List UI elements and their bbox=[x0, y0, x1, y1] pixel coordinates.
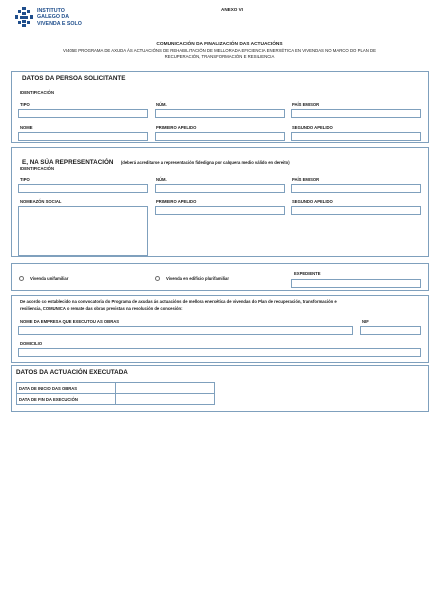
applicant-pais-label: PAÍS EMISOR bbox=[292, 102, 320, 107]
applicant-apelido1-label: PRIMEIRO APELIDO bbox=[156, 125, 197, 130]
representative-title: E, NA SÚA REPRESENTACIÓN bbox=[22, 159, 114, 166]
applicant-apelido1-field[interactable] bbox=[155, 132, 285, 141]
start-date-field[interactable] bbox=[116, 383, 215, 394]
representative-apelido1-field[interactable] bbox=[155, 206, 285, 215]
representative-id-heading: IDENTIFICACIÓN bbox=[20, 166, 54, 171]
logo-text-line2: GALEGO DA bbox=[37, 14, 70, 21]
company-name-label: NOME DA EMPRESA QUE EXECUTOU AS OBRAS bbox=[20, 319, 120, 324]
vivenda-unifamiliar-label: Vivenda unifamiliar bbox=[30, 276, 69, 281]
applicant-pais-field[interactable] bbox=[291, 109, 421, 118]
logo bbox=[14, 7, 94, 29]
start-date-label: DATA DE INICIO DAS OBRAS bbox=[17, 383, 116, 394]
execution-dates-table bbox=[16, 382, 215, 405]
representative-pais-label: PAÍS EMISOR bbox=[292, 177, 320, 182]
representative-apelido2-field[interactable] bbox=[291, 206, 421, 215]
company-name-field[interactable] bbox=[18, 326, 353, 335]
representative-nome-field[interactable] bbox=[18, 206, 148, 256]
radio-vivenda-unifamiliar[interactable] bbox=[19, 276, 24, 281]
applicant-nome-label: NOME bbox=[20, 125, 33, 130]
logo-emblem-icon bbox=[14, 7, 34, 27]
applicant-tipo-label: TIPO bbox=[20, 102, 30, 107]
address-field[interactable] bbox=[18, 348, 421, 357]
representative-pais-field[interactable] bbox=[291, 184, 421, 193]
address-label: DOMICILIO bbox=[20, 341, 43, 346]
applicant-apelido2-field[interactable] bbox=[291, 132, 421, 141]
expediente-label: EXPEDIENTE bbox=[294, 271, 321, 276]
form-subtitle-1: VI405E PROGRAMA DE AXUDA ÁS ACTUACIÓNS DE REHABILITACIÓN DE MELLORADA EFICIENCIA ENERXÉTICA EN VIVENDAS NO MARCO DO PLAN DE bbox=[63, 48, 376, 53]
logo-text-line3: VIVENDA E SOLO bbox=[37, 20, 82, 27]
nif-label: NIF bbox=[362, 319, 369, 324]
representative-nome-label: NOMEAZÓN SOCIAL bbox=[20, 199, 62, 204]
applicant-title: DATOS DA PERSOA SOLICITANTE bbox=[22, 75, 126, 82]
representative-tipo-label: TIPO bbox=[20, 177, 30, 182]
end-date-row bbox=[17, 394, 215, 405]
execution-title: DATOS DA ACTUACIÓN EXECUTADA bbox=[16, 369, 128, 376]
representative-apelido2-label: SEGUNDO APELIDO bbox=[292, 199, 333, 204]
logo-text-line1: INSTITUTO bbox=[37, 8, 65, 14]
end-date-field[interactable] bbox=[116, 394, 215, 405]
representative-header bbox=[22, 151, 290, 169]
representative-tipo-field[interactable] bbox=[18, 184, 148, 193]
annex-label: ANEXO VI bbox=[221, 7, 243, 12]
nif-field[interactable] bbox=[360, 326, 421, 335]
applicant-tipo-field[interactable] bbox=[18, 109, 148, 118]
form-subtitle-2: RECUPERACIÓN, TRANSFORMACIÓN E RESILIENCIA bbox=[164, 54, 275, 59]
applicant-num-label: NÚM. bbox=[156, 102, 167, 107]
end-date-label: DATA DE FIN DA EXECUCIÓN bbox=[17, 394, 116, 405]
communication-text-1: De acordo co establecido na convocatoria do Programa de axudas ás actuacións de mellora enerxética de vivendas do Plan de recuperación, transformación e bbox=[20, 299, 337, 304]
applicant-num-field[interactable] bbox=[155, 109, 285, 118]
applicant-nome-field[interactable] bbox=[18, 132, 148, 141]
representative-apelido1-label: PRIMEIRO APELIDO bbox=[156, 199, 197, 204]
start-date-row bbox=[17, 383, 215, 394]
applicant-id-heading: IDENTIFICACIÓN bbox=[20, 90, 54, 95]
applicant-apelido2-label: SEGUNDO APELIDO bbox=[292, 125, 333, 130]
representative-num-label: NÚM. bbox=[156, 177, 167, 182]
expediente-field[interactable] bbox=[291, 279, 421, 288]
radio-vivenda-plurifamiliar[interactable] bbox=[155, 276, 160, 281]
representative-note: (deberá acreditarse a representación fidedigna por calquera medio válido en dereito) bbox=[120, 160, 290, 165]
form-title: COMUNICACIÓN DA FINALIZACIÓN DAS ACTUACIÓNS bbox=[156, 42, 283, 47]
vivenda-plurifamiliar-label: Vivenda en edificio plurifamiliar bbox=[166, 276, 229, 281]
communication-text-2: resiliencia, COMUNICA o remate das obras previstas na resolución de concesión: bbox=[20, 306, 183, 311]
representative-num-field[interactable] bbox=[155, 184, 285, 193]
